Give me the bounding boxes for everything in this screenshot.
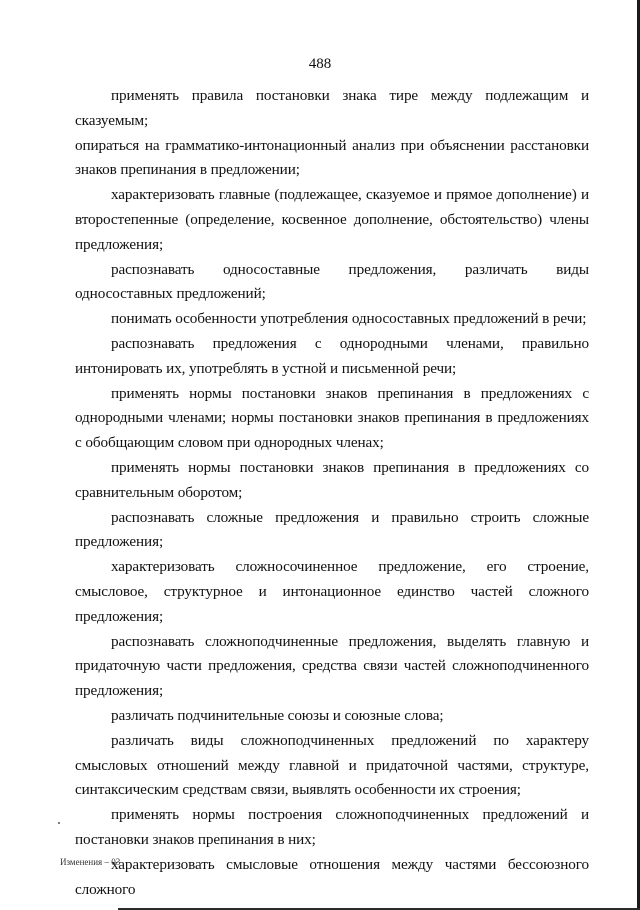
paragraph: характеризовать смысловые отношения между частями бессоюзного сложного xyxy=(75,855,589,898)
paragraph: применять нормы построения сложноподчиненных предложений и постановки знаков препинания в них; xyxy=(75,806,589,848)
paragraph: характеризовать главные (подлежащее, сказуемое и прямое дополнение) и второстепенные (определение, косвенное дополнение, обстоятельство) члены предложения; xyxy=(75,186,589,253)
paragraph: различать виды сложноподчиненных предложений по характеру смысловых отношений между главной и придаточной частями, структуре, синтаксическим средствам связи, выявлять особенности их строения; xyxy=(75,731,589,799)
paragraph: различать подчинительные союзы и союзные слова; xyxy=(111,706,444,724)
paragraph: опираться на грамматико-интонационный анализ при объяснении расстановки знаков препинания в предложении; xyxy=(75,136,589,179)
paragraph: применять правила постановки знака тире между подлежащим и сказуемым; xyxy=(75,87,589,129)
page-number: 488 xyxy=(308,56,332,72)
body-text xyxy=(75,84,589,902)
revision-mark: Изменения – 03 xyxy=(60,857,121,867)
paragraph: применять нормы постановки знаков препинания в предложениях с однородными членами; нормы постановки знаков препинания в предложениях с обобщающим словом при однородных членах; xyxy=(75,384,589,452)
paragraph: распознавать сложные предложения и правильно строить сложные предложения; xyxy=(75,508,589,551)
paragraph: распознавать предложения с однородными членами, правильно интонировать их, употреблять в устной и письменной речи; xyxy=(75,334,589,377)
paragraph: распознавать сложноподчиненные предложения, выделять главную и придаточную части предложения, средства связи частей сложноподчиненного предложения; xyxy=(75,632,589,700)
paragraph: понимать особенности употребления односоставных предложений в речи; xyxy=(111,310,587,328)
scan-speck xyxy=(58,822,60,824)
paragraph: применять нормы постановки знаков препинания в предложениях со сравнительным оборотом; xyxy=(75,458,589,501)
paragraph: характеризовать сложносочиненное предложение, его строение, смысловое, структурное и интонационное единство частей сложного предложения; xyxy=(75,558,589,625)
paragraph: распознавать односоставные предложения, различать виды односоставных предложений; xyxy=(75,260,589,303)
